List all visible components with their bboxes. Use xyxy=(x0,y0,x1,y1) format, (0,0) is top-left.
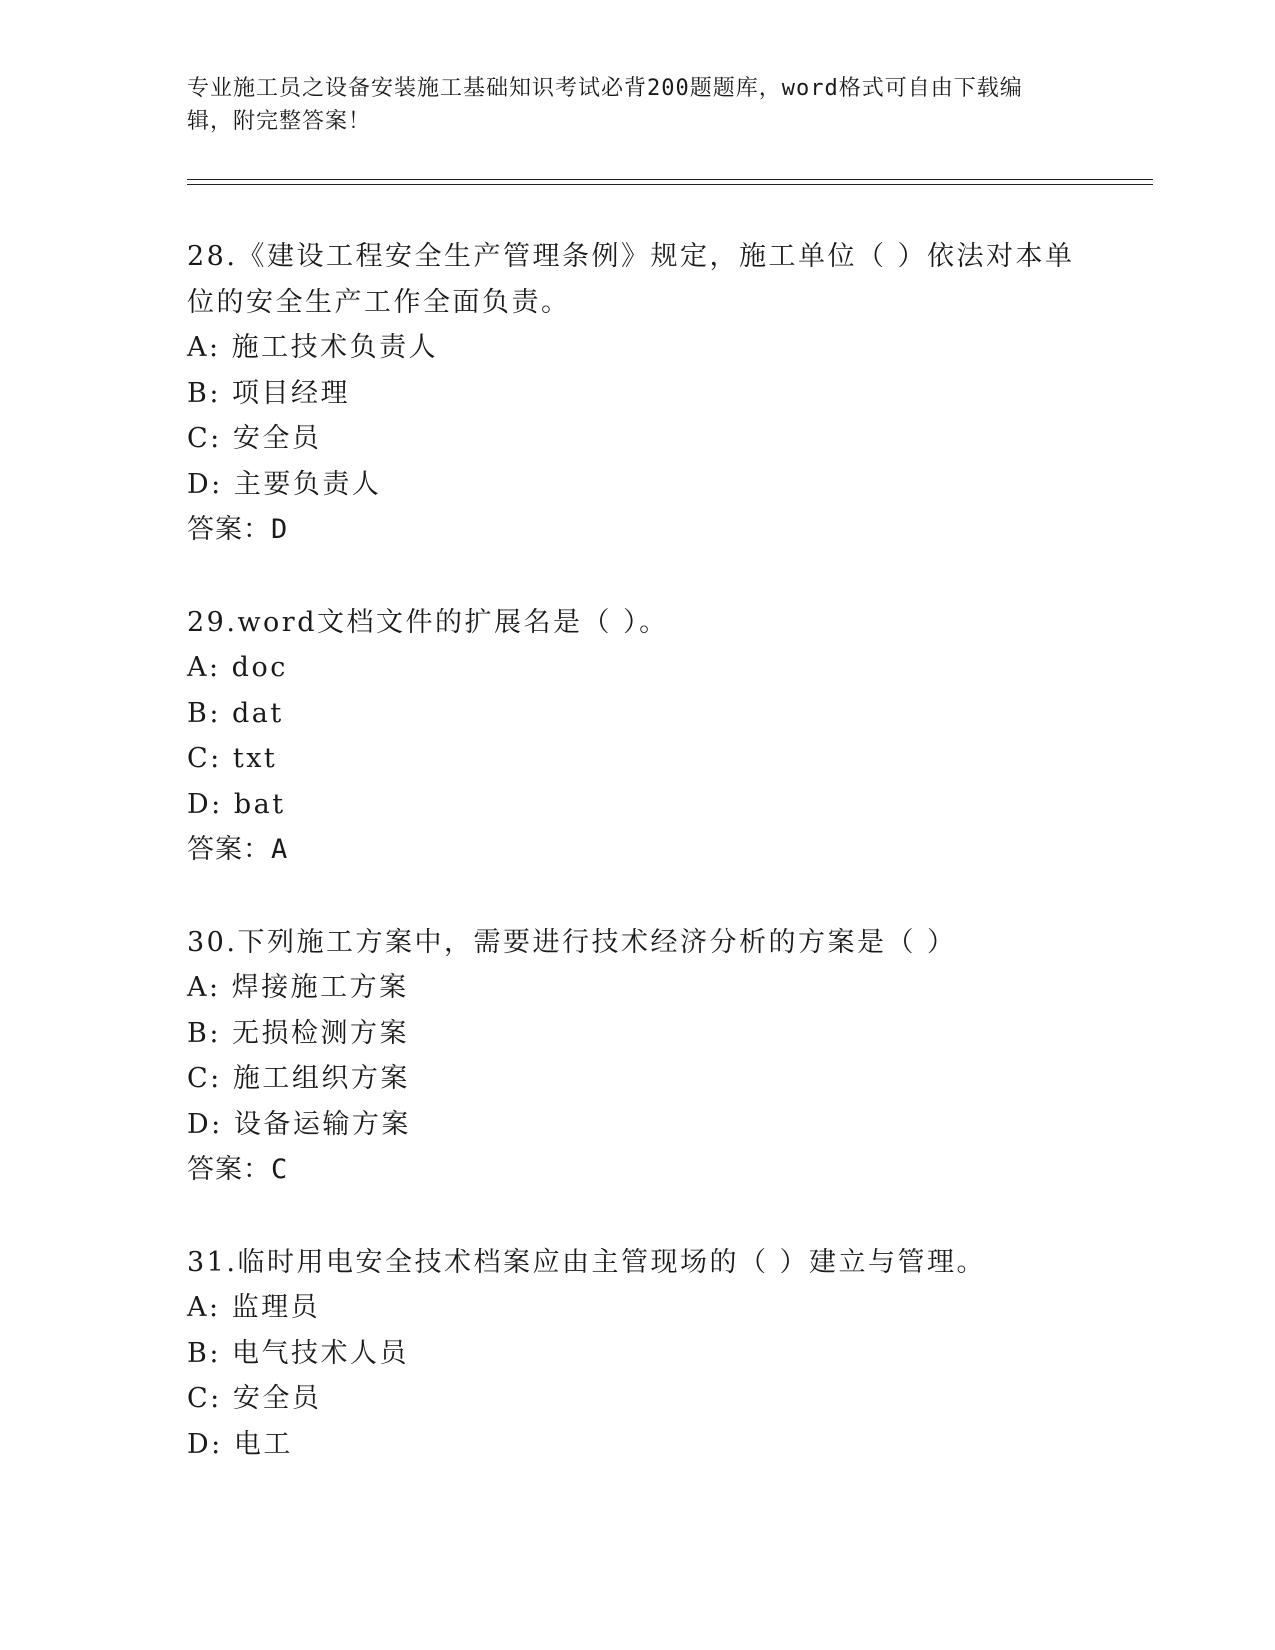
answer-label: 答案：C xyxy=(187,1154,289,1185)
question-29 xyxy=(187,600,1087,873)
option-b: B: 无损检测方案 xyxy=(187,1017,410,1049)
header-divider-top xyxy=(187,179,1153,180)
question-28 xyxy=(187,234,1087,553)
option-a: A: 焊接施工方案 xyxy=(187,972,409,1003)
answer-label: 答案：A xyxy=(187,834,289,865)
option-c: C: 安全员 xyxy=(187,423,322,454)
document-intro: 专业施工员之设备安装施工基础知识考试必背200题题库，word格式可自由下载编辑，附完整答案！ xyxy=(187,76,1023,134)
question-30 xyxy=(187,920,1087,1193)
question-31 xyxy=(187,1240,1087,1468)
option-d: D: 设备运输方案 xyxy=(187,1108,411,1140)
option-b: B: 项目经理 xyxy=(187,377,351,409)
option-d: D: 电工 xyxy=(187,1428,293,1460)
header-divider-bottom xyxy=(187,184,1153,185)
question-stem: 30.下列施工方案中，需要进行技术经济分析的方案是（ ） xyxy=(187,926,957,958)
option-a: A: 监理员 xyxy=(187,1292,321,1323)
question-stem: 28.《建设工程安全生产管理条例》规定，施工单位（ ）依法对本单位的安全生产工作全面负责。 xyxy=(187,241,1075,318)
option-d: D: 主要负责人 xyxy=(187,468,382,500)
question-stem: 29.word文档文件的扩展名是（ ）。 xyxy=(187,606,669,638)
option-d: D: bat xyxy=(187,788,286,820)
question-list xyxy=(187,234,1087,1514)
option-b: B: dat xyxy=(187,697,284,729)
option-b: B: 电气技术人员 xyxy=(187,1337,410,1369)
option-c: C: 安全员 xyxy=(187,1383,322,1414)
question-stem: 31.临时用电安全技术档案应由主管现场的（ ）建立与管理。 xyxy=(187,1246,987,1278)
option-c: C: 施工组织方案 xyxy=(187,1063,410,1094)
option-c: C: txt xyxy=(187,743,278,774)
option-a: A: 施工技术负责人 xyxy=(187,332,439,363)
answer-label: 答案：D xyxy=(187,514,289,545)
option-a: A: doc xyxy=(187,652,288,683)
